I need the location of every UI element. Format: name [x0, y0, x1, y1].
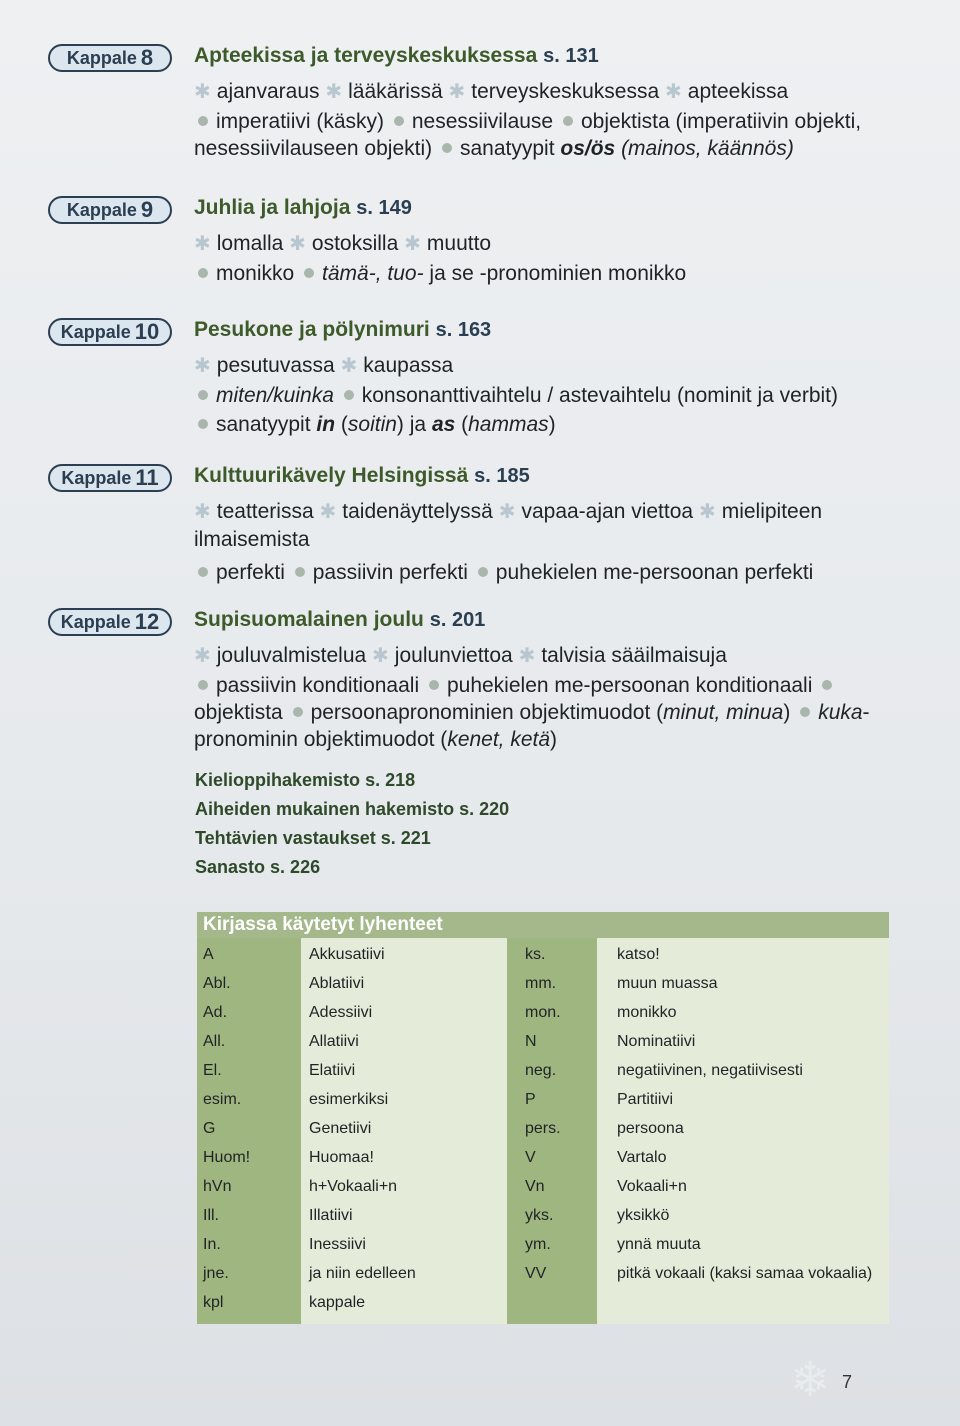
- page-number: 7: [842, 1372, 853, 1392]
- dot-bullet-icon: [344, 390, 354, 400]
- chapter-lines: [194, 352, 924, 440]
- meaning: h+Vokaali+n: [309, 1178, 398, 1195]
- chapter-number: 8: [140, 45, 154, 70]
- dot-bullet-icon: [429, 680, 439, 690]
- chapter-title-text: Apteekissa ja terveyskeskuksessa: [194, 44, 538, 67]
- abbreviation: ym.: [525, 1236, 551, 1253]
- dot-bullet-icon: [394, 116, 404, 126]
- abbreviation: hVn: [203, 1178, 232, 1195]
- chapter-badge: [48, 196, 172, 224]
- index-item: [195, 828, 509, 849]
- grammar-italic: hammas: [468, 413, 549, 436]
- star-bullet-icon: ✱: [194, 355, 211, 377]
- abbreviation: All.: [203, 1033, 226, 1050]
- theme-item: vapaa-ajan viettoa: [521, 500, 694, 523]
- dot-bullet-icon: [198, 567, 208, 577]
- dot-bullet-icon: [800, 707, 810, 717]
- theme-item: jouluvalmistelua: [216, 644, 367, 667]
- dot-bullet-icon: [198, 419, 208, 429]
- table-row: [197, 1114, 889, 1143]
- grammar-item: sanatyypit: [216, 413, 317, 436]
- abbreviation: VV: [525, 1265, 547, 1282]
- index-label: Aiheiden mukainen hakemisto: [195, 799, 455, 819]
- meaning: Genetiivi: [309, 1120, 372, 1137]
- index-item: [195, 770, 509, 791]
- meaning: Illatiivi: [309, 1207, 353, 1224]
- abbreviation: A: [203, 946, 214, 963]
- abbreviation: P: [525, 1091, 536, 1108]
- grammar-line: [194, 559, 924, 586]
- star-bullet-icon: ✱: [404, 233, 421, 255]
- grammar-item: konsonanttivaihtelu / astevaihtelu (nominit ja verbit): [361, 384, 838, 407]
- abbreviation: Abl.: [203, 975, 231, 992]
- meaning: esimerkiksi: [309, 1091, 389, 1108]
- chapter-12: [48, 608, 928, 758]
- abbreviation: jne.: [203, 1265, 229, 1282]
- chapter-number: 11: [135, 465, 159, 490]
- chapter-title-text: Juhlia ja lahjoja: [194, 196, 351, 219]
- theme-item: ajanvaraus: [216, 80, 320, 103]
- abbreviation: neg.: [525, 1062, 557, 1079]
- index-page: s. 218: [365, 770, 416, 790]
- abbreviation: Ad.: [203, 1004, 228, 1021]
- chapter-page: s. 149: [356, 197, 412, 219]
- theme-item: lääkärissä: [348, 80, 443, 103]
- chapter-number: 12: [134, 609, 160, 634]
- chapter-badge: [48, 464, 172, 492]
- table-row: [197, 998, 889, 1027]
- chapter-title: [194, 464, 530, 488]
- grammar-line: [194, 672, 924, 753]
- theme-item: terveyskeskuksessa: [471, 80, 660, 103]
- dot-bullet-icon: [198, 116, 208, 126]
- chapter-number: 9: [140, 197, 154, 222]
- index-item: [195, 857, 509, 878]
- star-bullet-icon: ✱: [340, 355, 358, 377]
- index-page: s. 226: [270, 857, 321, 877]
- abbreviation: Vn: [525, 1178, 545, 1195]
- dot-bullet-icon: [304, 268, 314, 278]
- theme-item: lomalla: [216, 232, 284, 255]
- star-bullet-icon: ✱: [194, 233, 211, 255]
- chapter-lines: [194, 642, 924, 755]
- grammar-bold: as: [431, 413, 456, 436]
- dot-bullet-icon: [442, 143, 452, 153]
- grammar-bold: in: [316, 413, 336, 436]
- chapter-title: [194, 196, 412, 220]
- meaning: ja niin edelleen: [309, 1265, 416, 1282]
- grammar-item: (: [455, 413, 469, 436]
- abbreviation: G: [203, 1120, 216, 1137]
- grammar-item: monikko: [216, 262, 295, 285]
- star-bullet-icon: ✱: [194, 501, 211, 523]
- meaning: Allatiivi: [309, 1033, 359, 1050]
- grammar-line: [194, 260, 924, 287]
- theme-line: [194, 498, 924, 553]
- star-bullet-icon: ✱: [518, 645, 536, 667]
- index-list: [195, 770, 509, 886]
- grammar-item: objektista: [194, 701, 283, 724]
- star-bullet-icon: ✱: [498, 501, 516, 523]
- dot-bullet-icon: [198, 680, 208, 690]
- table-row: [197, 1056, 889, 1085]
- chapter-keyword: Kappale: [60, 611, 131, 632]
- table-row: [197, 1288, 889, 1317]
- index-label: Kielioppihakemisto: [195, 770, 361, 790]
- theme-item: mielipiteen ilmaisemista: [194, 500, 823, 551]
- table-row: [197, 1230, 889, 1259]
- chapter-page: s. 201: [429, 609, 486, 631]
- index-item: [195, 799, 509, 820]
- theme-item: apteekissa: [687, 80, 789, 103]
- chapter-10: [48, 318, 928, 458]
- dot-bullet-icon: [822, 680, 832, 690]
- grammar-line: [48, 108, 924, 162]
- grammar-item: nesessiivilause: [411, 110, 554, 133]
- star-bullet-icon: ✱: [319, 501, 337, 523]
- index-label: Tehtävien vastaukset: [195, 828, 376, 848]
- grammar-italic: kenet, ketä: [447, 728, 551, 751]
- abbreviations-title: Kirjassa käytetyt lyhenteet: [197, 912, 889, 938]
- chapter-9: [48, 196, 928, 316]
- chapter-title-text: Pesukone ja pölynimuri: [194, 318, 430, 341]
- grammar-bold: os/ös: [560, 137, 616, 160]
- grammar-line: [194, 411, 924, 438]
- grammar-item: ja se -pronominien monikko: [423, 262, 687, 285]
- abbreviation: N: [525, 1033, 537, 1050]
- abbreviation: yks.: [525, 1207, 554, 1224]
- dot-bullet-icon: [293, 707, 303, 717]
- meaning: monikko: [617, 1004, 677, 1021]
- meaning: Akkusatiivi: [309, 946, 385, 963]
- grammar-item: perfekti: [216, 561, 285, 584]
- table-row: [197, 1143, 889, 1172]
- dot-bullet-icon: [478, 567, 488, 577]
- meaning: negatiivinen, negatiivisesti: [617, 1062, 803, 1079]
- theme-item: joulunviettoa: [394, 644, 513, 667]
- theme-line: [194, 352, 924, 380]
- star-bullet-icon: ✱: [325, 81, 343, 103]
- grammar-item: objektista (imperatiivin objekti, nesessiivilauseen objekti): [194, 110, 862, 160]
- theme-item: muutto: [426, 232, 492, 255]
- grammar-item: imperatiivi (käsky): [216, 110, 385, 133]
- chapter-8: [48, 44, 928, 204]
- meaning: Vokaali+n: [617, 1178, 687, 1195]
- abbreviation: In.: [203, 1236, 221, 1253]
- abbreviation: pers.: [525, 1120, 561, 1137]
- theme-item: taidenäyttelyssä: [342, 500, 493, 523]
- abbreviation: El.: [203, 1062, 222, 1079]
- dot-bullet-icon: [563, 116, 573, 126]
- dot-bullet-icon: [198, 268, 208, 278]
- meaning: yksikkö: [617, 1207, 670, 1224]
- abbreviation: kpl: [203, 1294, 224, 1311]
- grammar-item: ): [783, 701, 791, 724]
- star-bullet-icon: ✱: [698, 501, 716, 523]
- meaning: persoona: [617, 1120, 684, 1137]
- theme-item: talvisia sääilmaisuja: [541, 644, 727, 667]
- index-page: s. 221: [380, 828, 431, 848]
- table-row: [197, 1172, 889, 1201]
- table-row: [197, 969, 889, 998]
- meaning: ynnä muuta: [617, 1236, 701, 1253]
- star-bullet-icon: ✱: [289, 233, 306, 255]
- chapter-title-text: Supisuomalainen joulu: [194, 608, 424, 631]
- chapter-keyword: Kappale: [66, 199, 137, 220]
- table-row: [197, 1201, 889, 1230]
- grammar-item: puhekielen me-persoonan perfekti: [495, 561, 814, 584]
- abbreviation: Huom!: [203, 1149, 251, 1166]
- table-row: [197, 1259, 889, 1288]
- theme-item: teatterissa: [216, 500, 314, 523]
- meaning: Huomaa!: [309, 1149, 374, 1166]
- abbreviation: esim.: [203, 1091, 242, 1108]
- chapter-keyword: Kappale: [60, 321, 131, 342]
- abbreviations-table: [197, 912, 889, 1324]
- chapter-keyword: Kappale: [61, 467, 132, 488]
- theme-line: [194, 230, 924, 258]
- theme-line: [194, 642, 924, 670]
- grammar-italic: kuka: [818, 701, 863, 724]
- chapter-badge: [48, 318, 172, 346]
- chapter-title: [194, 44, 599, 68]
- chapter-number: 10: [134, 319, 160, 344]
- abbreviation: V: [525, 1149, 536, 1166]
- grammar-item: (: [335, 413, 348, 436]
- grammar-italic: soitin: [347, 413, 397, 436]
- meaning: Inessiivi: [309, 1236, 366, 1253]
- snowflake-icon: ❄: [790, 1354, 831, 1407]
- theme-line: [194, 78, 924, 106]
- abbreviation: Ill.: [203, 1207, 219, 1224]
- meaning: Nominatiivi: [617, 1033, 696, 1050]
- star-bullet-icon: ✱: [448, 81, 466, 103]
- grammar-example: (mainos, käännös): [615, 137, 794, 160]
- meaning: muun muassa: [617, 975, 718, 992]
- grammar-item: -pronominin objektimuodot (: [194, 701, 870, 751]
- grammar-item: ) ja: [396, 413, 432, 436]
- meaning: pitkä vokaali (kaksi samaa vokaalia): [617, 1265, 873, 1282]
- chapter-badge: [48, 608, 172, 636]
- meaning: Partitiivi: [617, 1091, 674, 1108]
- abbreviations-body: [197, 938, 889, 1324]
- grammar-item: ): [550, 728, 558, 751]
- table-row: [197, 1085, 889, 1114]
- star-bullet-icon: ✱: [194, 645, 211, 667]
- grammar-item: puhekielen me-persoonan konditionaali: [446, 674, 813, 697]
- chapter-11: [48, 464, 928, 604]
- chapter-lines: [194, 78, 924, 164]
- index-label: Sanasto: [195, 857, 266, 877]
- chapter-page: s. 131: [543, 45, 599, 67]
- star-bullet-icon: ✱: [665, 81, 682, 103]
- grammar-item: passiivin konditionaali: [216, 674, 420, 697]
- meaning: Elatiivi: [309, 1062, 356, 1079]
- index-page: s. 220: [459, 799, 510, 819]
- grammar-item: passiivin perfekti: [312, 561, 468, 584]
- abbreviation: mon.: [525, 1004, 561, 1021]
- grammar-item: sanatyypit: [459, 137, 561, 160]
- grammar-item: ): [548, 413, 556, 436]
- theme-item: kaupassa: [363, 354, 454, 377]
- dot-bullet-icon: [198, 390, 208, 400]
- abbreviation: mm.: [525, 975, 557, 992]
- grammar-italic: minut, minua: [663, 701, 784, 724]
- chapter-keyword: Kappale: [66, 47, 137, 68]
- chapter-lines: [194, 498, 924, 588]
- chapter-badge: [48, 44, 172, 72]
- table-row: [197, 940, 889, 969]
- meaning: katso!: [617, 946, 660, 963]
- chapter-page: s. 185: [474, 465, 530, 487]
- chapter-page: s. 163: [435, 319, 492, 341]
- chapter-title: [194, 318, 491, 342]
- star-bullet-icon: ✱: [194, 81, 211, 103]
- theme-item: pesutuvassa: [216, 354, 335, 377]
- grammar-italic: tämä-, tuo-: [322, 262, 424, 285]
- chapter-title: [194, 608, 485, 632]
- chapter-title-text: Kulttuurikävely Helsingissä: [194, 464, 469, 487]
- theme-item: ostoksilla: [311, 232, 399, 255]
- grammar-italic: miten/kuinka: [216, 384, 334, 407]
- meaning: Ablatiivi: [309, 975, 365, 992]
- star-bullet-icon: ✱: [372, 645, 389, 667]
- chapter-lines: [194, 230, 924, 289]
- meaning: Adessiivi: [309, 1004, 373, 1021]
- table-row: [197, 1027, 889, 1056]
- grammar-line: [194, 382, 924, 409]
- meaning: kappale: [309, 1294, 366, 1311]
- abbreviation: ks.: [525, 946, 546, 963]
- grammar-item: persoonapronominien objektimuodot (: [310, 701, 664, 724]
- meaning: Vartalo: [617, 1149, 667, 1166]
- dot-bullet-icon: [295, 567, 305, 577]
